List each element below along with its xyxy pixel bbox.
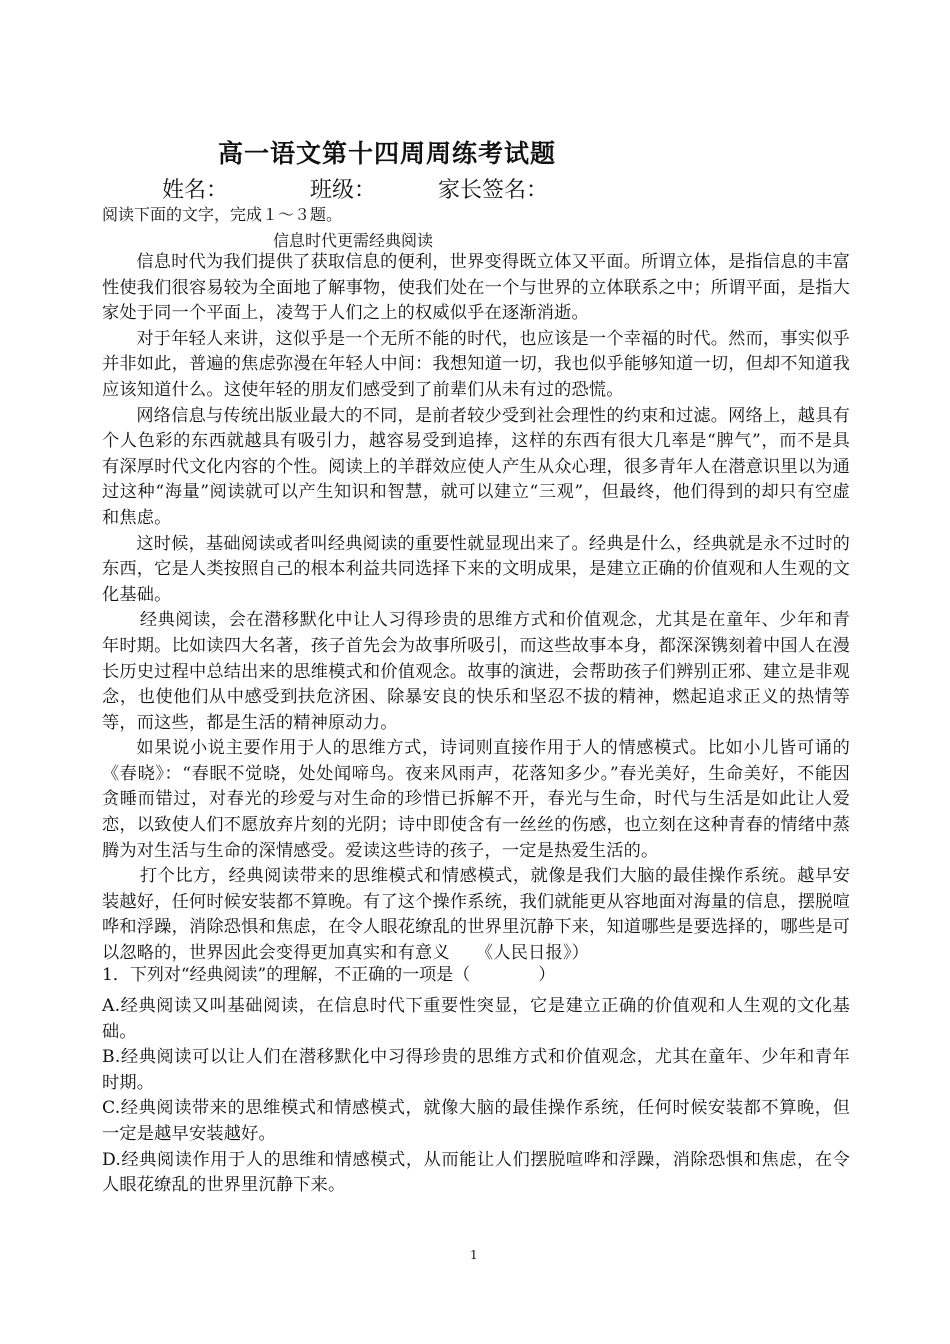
option-b: B.经典阅读可以让人们在潜移默化中习得珍贵的思维方式和价值观念，尤其在童年、少年和青年时期。 bbox=[102, 1047, 850, 1093]
article-paragraph: 经典阅读，会在潜移默化中让人习得珍贵的思维方式和价值观念，尤其是在童年、少年和青年时期。比如读四大名著，孩子首先会为故事所吸引，而这些故事本身，都深深镌刻着中国人在漫长历史过程中总结出来的思维模式和价值观念。故事的演进，会帮助孩子们辨别正邪、建立是非观念，也使他们从中感受到扶危济困、除暴安良的快乐和坚忍不拔的精神，燃起追求正义的热情等等，而这些，都是生活的精神原动力。 bbox=[102, 610, 850, 733]
question-1: 1．下列对“经典阅读”的理解，不正确的一项是（ ） bbox=[102, 965, 556, 985]
question-1-options bbox=[102, 994, 850, 1199]
page-number: 1 bbox=[470, 1248, 478, 1262]
article-paragraph: 打个比方，经典阅读带来的思维模式和情感模式，就像是我们大脑的最佳操作系统。越早安装越好，任何时候安装都不算晚。有了这个操作系统，我们就能更从容地面对海量的信息，摆脱喧哗和浮躁，消除恐惧和焦虑，在令人眼花缭乱的世界里沉静下来，知道哪些是要选择的，哪些是可以忽略的，世界因此会变得更加真实和有意义 《人民日报》） bbox=[102, 866, 850, 964]
article-paragraph: 信息时代为我们提供了获取信息的便利，世界变得既立体又平面。所谓立体，是指信息的丰富性使我们很容易较为全面地了解事物，使我们处在一个与世界的立体联系之中；所谓平面，是指大家处于同一个平面上，凌驾于人们之上的权威似乎在逐渐消逝。 bbox=[102, 252, 850, 324]
exam-title: 高一语文第十四周周练考试题 bbox=[218, 139, 557, 168]
article-paragraph: 网络信息与传统出版业最大的不同，是前者较少受到社会理性的约束和过滤。网络上，越具有个人色彩的东西就越具有吸引力，越容易受到追捧，这样的东西有很大几率是“脾气”，而不是具有深厚时代文化内容的个性。阅读上的羊群效应使人产生从众心理，很多青年人在潜意识里以为通过这种“海量”阅读就可以产生知识和智慧，就可以建立“三观”，但最终，他们得到的却只有空虚和焦虑。 bbox=[102, 405, 850, 528]
option-a: A.经典阅读又叫基础阅读，在信息时代下重要性突显，它是建立正确的价值观和人生观的文化基础。 bbox=[102, 996, 850, 1042]
article-body bbox=[102, 250, 850, 967]
article-paragraph: 这时候，基础阅读或者叫经典阅读的重要性就显现出来了。经典是什么，经典就是永不过时的东西，它是人类按照自己的根本利益共同选择下来的文明成果，是建立正确的价值观和人生观的文化基础。 bbox=[102, 533, 850, 605]
reading-instruction: 阅读下面的文字，完成１～３题。 bbox=[102, 205, 343, 224]
parent-signature-label: 家长签名： bbox=[438, 178, 549, 203]
option-c: C.经典阅读带来的思维模式和情感模式，就像大脑的最佳操作系统，任何时候安装都不算晚，但一定是越早安装越好。 bbox=[102, 1098, 850, 1144]
name-label: 姓名： bbox=[162, 178, 229, 203]
option-d: D.经典阅读作用于人的思维和情感模式，从而能让人们摆脱喧哗和浮躁，消除恐惧和焦虑，在令人眼花缭乱的世界里沉静下来。 bbox=[102, 1149, 850, 1196]
article-paragraph: 如果说小说主要作用于人的思维方式，诗词则直接作用于人的情感模式。比如小儿皆可诵的《春晓》：“春眠不觉晓，处处闻啼鸟。夜来风雨声，花落知多少。”春光美好，生命美好，不能因贪睡而错过，对春光的珍爱与对生命的珍惜已拆解不开，春光与生命，时代与生活是如此让人爱恋，以致使人们不愿放弃片刻的光阴；诗中即使含有一丝丝的伤感，也立刻在这种青春的情绪中蒸腾为对生活与生命的深情感受。爱读这些诗的孩子，一定是热爱生活的。 bbox=[102, 738, 850, 861]
article-paragraph: 对于年轻人来讲，这似乎是一个无所不能的时代，也应该是一个幸福的时代。然而，事实似乎并非如此，普遍的焦虑弥漫在年轻人中间：我想知道一切，我也似乎能够知道一切，但却不知道我应该知道什么。这使年轻的朋友们感受到了前辈们从未有过的恐慌。 bbox=[102, 328, 850, 400]
student-info-fields bbox=[162, 173, 548, 204]
class-label: 班级： bbox=[310, 178, 377, 203]
article-title: 信息时代更需经典阅读 bbox=[273, 231, 434, 250]
